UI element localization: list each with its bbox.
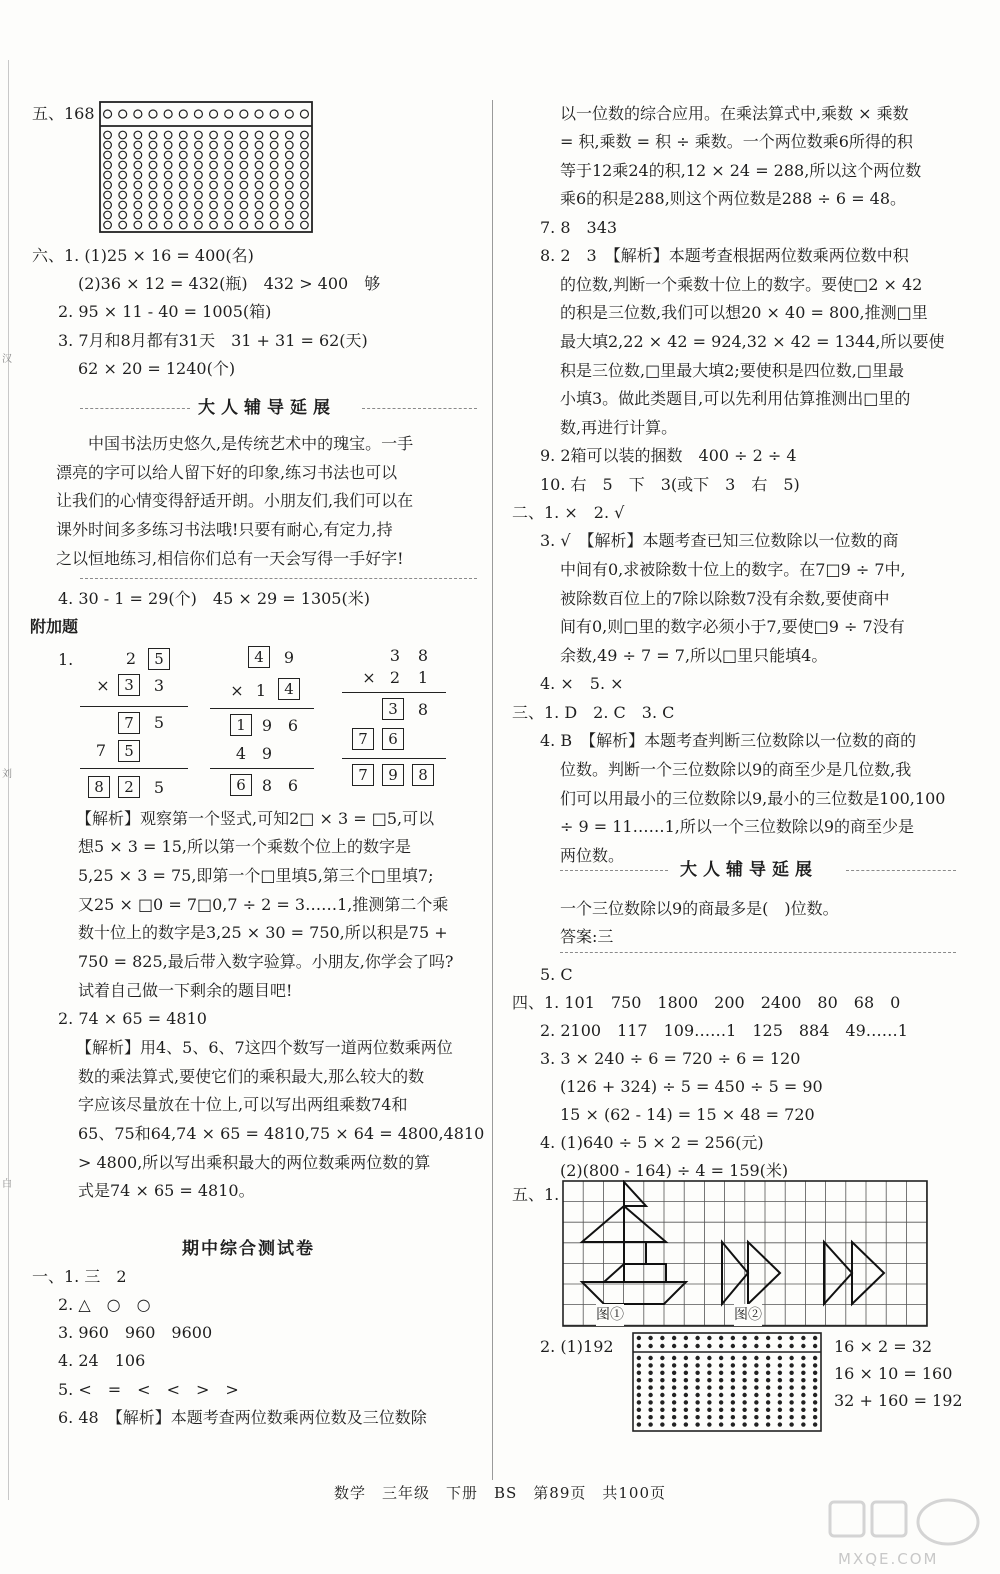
digit: 3 [153, 676, 165, 695]
digit: 2 [125, 649, 137, 668]
digit: 6 [287, 716, 299, 735]
text-line: 数,再进行计算。 [560, 418, 678, 437]
text-line: 两位数。 [560, 846, 625, 865]
margin-mark: 刘 [2, 769, 12, 780]
answer-box: 4 [248, 646, 270, 668]
answer-box: 6 [230, 774, 252, 796]
digit: 8 [417, 646, 429, 665]
text-line: 32 + 160 = 192 [834, 1391, 963, 1410]
text-line: 二、1. × 2. √ [512, 503, 625, 522]
digit: 7 [95, 741, 107, 760]
figure-label-2: 图② [734, 1304, 762, 1326]
text-line: > 4800,所以写出乘积最大的两位数乘两位数的算 [78, 1153, 431, 1172]
digit: 6 [287, 776, 299, 795]
text-line: 们可以用最小的三位数除以9,最小的三位数是100,100 [560, 789, 946, 808]
exam-heading: 期中综合测试卷 [182, 1239, 315, 1259]
digit: 2 [389, 668, 401, 687]
answer-box: 3 [118, 674, 140, 696]
text-line: 六、1. (1)25 × 16 = 400(名) [32, 246, 254, 265]
answer-box: 5 [148, 648, 170, 670]
text-line: 4. 24 106 [58, 1351, 146, 1370]
text-line: 5. < = < < > > [58, 1380, 239, 1399]
text-line: (2)36 × 12 = 432(瓶) 432 > 400 够 [78, 274, 381, 293]
tutor-heading-2: 大人辅导延展 [680, 860, 818, 880]
text-line: 5. C [540, 965, 573, 984]
text-line: 6. 48 【解析】本题考查两位数乘两位数及三位数除 [58, 1408, 427, 1427]
answer-box: 6 [382, 728, 404, 750]
answer-box: 2 [118, 776, 140, 798]
text-line: 一个三位数除以9的商最多是( )位数。 [560, 899, 839, 918]
answer-box: 1 [230, 714, 252, 736]
digit: 1 [417, 668, 429, 687]
digit: 5 [153, 778, 165, 797]
digit: 4 [235, 744, 247, 763]
margin-mark: 白 [2, 1179, 12, 1190]
text-line: 式是74 × 65 = 4810。 [78, 1181, 255, 1200]
answer-box: 7 [352, 764, 374, 786]
text-line: 2. (1)192 [540, 1337, 614, 1356]
text-line: 以一位数的综合应用。在乘法算式中,乘数 × 乘数 [560, 104, 909, 123]
text-line: 9. 2箱可以装的捆数 400 ÷ 2 ÷ 4 [540, 446, 797, 465]
text-line: 数的乘法算式,要使它们的乘积最大,那么较大的数 [78, 1067, 425, 1086]
text-line: 中间有0,求被除数十位上的数字。在7□9 ÷ 7中, [560, 560, 906, 579]
text-line: 答案:三 [560, 927, 614, 946]
text-line: 四、1. 101 750 1800 200 2400 80 68 0 [512, 993, 901, 1012]
text-line: 2. △ ○ ○ [58, 1295, 151, 1314]
text-line: 乘6的积是288,则这个两位数是288 ÷ 6 = 48。 [560, 189, 907, 208]
text-line: 15 × (62 - 14) = 15 × 48 = 720 [560, 1105, 815, 1124]
text-line: 位数。判断一个三位数除以9的商至少是几位数,我 [560, 760, 912, 779]
watermark-text: MXQE.COM [838, 1550, 939, 1568]
text-line: 数十位上的数字是3,25 × 30 = 750,所以积是75 + [78, 923, 448, 942]
text-line: 的积是三位数,我们可以想20 × 40 = 800,推测□里 [560, 303, 928, 322]
text-line: 小填3。做此类题目,可以先利用估算推测出□里的 [560, 389, 911, 408]
times-sign: × [362, 668, 376, 687]
text-line: 【解析】观察第一个竖式,可知2□ × 3 = □5,可以 [76, 809, 435, 828]
digit: 9 [261, 716, 273, 735]
column-divider [492, 100, 493, 1480]
digit: 3 [389, 646, 401, 665]
margin-mark: 汉 [2, 354, 12, 365]
digit: 8 [261, 776, 273, 795]
text-line: 间有0,则□里的数字必须小于7,要使□9 ÷ 7没有 [560, 617, 905, 636]
digit: 9 [283, 648, 295, 667]
tutor-dash-right [362, 408, 477, 409]
text-line: 4. (1)640 ÷ 5 × 2 = 256(元) [540, 1133, 764, 1152]
page-margin-rule [8, 60, 9, 1500]
page-footer: 数学 三年级 下册 BS 第89页 共100页 [333, 1484, 667, 1502]
text-line: 3. 7月和8月都有31天 31 + 31 = 62(天) [58, 331, 368, 350]
text-line: 5,25 × 3 = 75,即第一个□里填5,第三个□里填7; [78, 866, 434, 885]
tutor-dash-left [80, 408, 190, 409]
times-sign: × [96, 676, 110, 695]
answer-box: 5 [118, 740, 140, 762]
dot-array-192 [632, 1332, 822, 1432]
text-line: 三、1. D 2. C 3. C [512, 703, 675, 722]
text-line: 积是三位数,□里最大填2;要使积是四位数,□里最 [560, 361, 904, 380]
text-line: 一、1. 三 2 [32, 1267, 127, 1286]
text-line: 漂亮的字可以给人留下好的印象,练习书法也可以 [56, 463, 398, 482]
text-line: 3. √ 【解析】本题考查已知三位数除以一位数的商 [540, 531, 899, 550]
text-line: 2. 74 × 65 = 4810 [58, 1009, 207, 1028]
text-line: 7. 8 343 [540, 218, 618, 237]
text-line: 8. 2 3 【解析】本题考查根据两位数乘两位数中积 [540, 246, 909, 265]
dot-array-168 [98, 100, 314, 234]
text-line: 让我们的心情变得舒适开朗。小朋友们,我们可以在 [56, 491, 414, 510]
text-line: 65、75和64,74 × 65 = 4810,75 × 64 = 4800,4810 [78, 1124, 485, 1143]
tutor-dash-bottom-2 [560, 952, 956, 953]
digit: 5 [153, 713, 165, 732]
text-line: ÷ 9 = 11……1,所以一个三位数除以9的商至少是 [560, 817, 915, 836]
tutor-dash-left-2 [560, 870, 668, 871]
answer-box: 3 [382, 698, 404, 720]
text-line: 五、1. [512, 1185, 560, 1204]
tutor-heading: 大人辅导延展 [198, 398, 336, 418]
text-line: 又25 × □0 = 7□0,7 ÷ 2 = 3……1,推测第二个乘 [78, 895, 449, 914]
times-sign: × [230, 681, 244, 700]
text-line: 750 = 825,最后带入数字验算。小朋友,你学会了吗? [78, 952, 454, 971]
text-line: 课外时间多多练习书法哦!只要有耐心,有定力,持 [56, 520, 393, 539]
tutor-dash-bottom [80, 578, 477, 579]
digit: 9 [261, 744, 273, 763]
text-line: 五、168 [32, 104, 95, 123]
text-line: 2. 2100 117 109……1 125 884 49……1 [540, 1021, 908, 1040]
answer-box: 8 [412, 764, 434, 786]
text-line: 等于12乘24的积,12 × 24 = 288,所以这个两位数 [560, 161, 922, 180]
answer-box: 7 [118, 712, 140, 734]
text-line: 16 × 10 = 160 [834, 1364, 953, 1383]
text-line: 4. B 【解析】本题考查判断三位数除以一位数的商的 [540, 731, 917, 750]
text-line: (126 + 324) ÷ 5 = 450 ÷ 5 = 90 [560, 1077, 823, 1096]
text-line: 想5 × 3 = 15,所以第一个乘数个位上的数字是 [78, 837, 411, 856]
text-line: 1. [58, 650, 74, 669]
digit: 8 [417, 700, 429, 719]
text-line: 3. 3 × 240 ÷ 6 = 720 ÷ 6 = 120 [540, 1049, 801, 1068]
text-line: 最大填2,22 × 42 = 924,32 × 42 = 1344,所以要使 [560, 332, 945, 351]
answer-box: 8 [88, 776, 110, 798]
text-line: 2. 95 × 11 - 40 = 1005(箱) [58, 302, 272, 321]
text-line: 的位数,判断一个乘数十位上的数字。要使□2 × 42 [560, 275, 923, 294]
text-line: 4. 30 - 1 = 29(个) 45 × 29 = 1305(米) [58, 589, 370, 608]
text-line: 字应该尽量放在十位上,可以写出两组乘数74和 [78, 1095, 408, 1114]
answer-box: 7 [352, 728, 374, 750]
text-line: 4. × 5. × [540, 674, 624, 693]
text-line: 试着自己做一下剩余的题目吧! [78, 981, 293, 1000]
text-line: 附加题 [30, 617, 79, 636]
text-line: 被除数百位上的7除以除数7没有余数,要使商中 [560, 589, 890, 608]
text-line: 16 × 2 = 32 [834, 1337, 933, 1356]
text-line: (2)(800 - 164) ÷ 4 = 159(米) [560, 1161, 789, 1180]
text-line: 余数,49 ÷ 7 = 7,所以□里只能填4。 [560, 646, 828, 665]
text-line: 【解析】用4、5、6、7这四个数写一道两位数乘两位 [76, 1038, 453, 1057]
text-line: = 积,乘数 = 积 ÷ 乘数。一个两位数乘6所得的积 [560, 132, 913, 151]
answer-box: 4 [278, 678, 300, 700]
text-line: 62 × 20 = 1240(个) [78, 359, 236, 378]
figure-label-1: 图① [596, 1304, 624, 1326]
text-line: 中国书法历史悠久,是传统艺术中的瑰宝。一手 [56, 434, 414, 453]
text-line: 3. 960 960 9600 [58, 1323, 213, 1342]
text-line: 10. 右 5 下 3(或下 3 右 5) [540, 475, 800, 494]
tutor-dash-right-2 [846, 870, 956, 871]
digit: 1 [255, 681, 267, 700]
text-line: 之以恒地练习,相信你们总有一天会写得一手好字! [56, 549, 404, 568]
answer-box: 9 [382, 764, 404, 786]
